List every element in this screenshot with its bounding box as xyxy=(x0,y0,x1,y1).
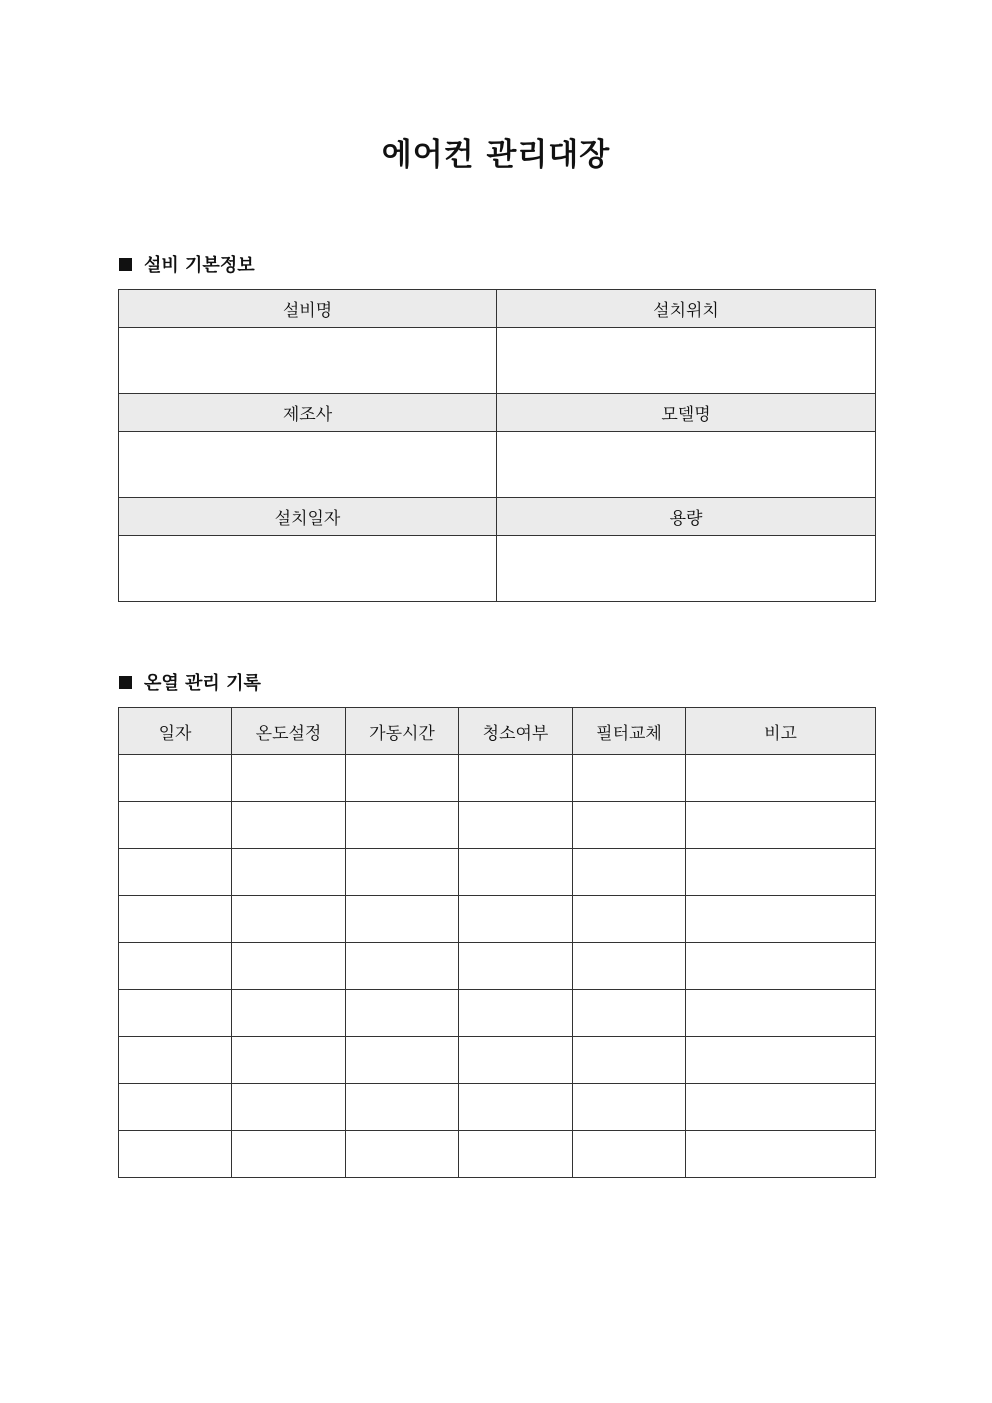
info-header-row xyxy=(119,498,876,536)
column-header-cleaning-status: 청소여부 xyxy=(459,708,573,755)
cell-cleaning-status[interactable] xyxy=(459,755,573,802)
label-model-name: 모델명 xyxy=(497,394,876,432)
table-row xyxy=(119,755,876,802)
cell-operating-time[interactable] xyxy=(346,849,459,896)
table-row xyxy=(119,802,876,849)
cell-operating-time[interactable] xyxy=(346,1084,459,1131)
cell-filter-replacement[interactable] xyxy=(573,802,686,849)
table-row xyxy=(119,943,876,990)
square-bullet-icon xyxy=(119,258,132,271)
square-bullet-icon xyxy=(119,676,132,689)
cell-cleaning-status[interactable] xyxy=(459,943,573,990)
equipment-info-table xyxy=(118,289,876,602)
label-install-date: 설치일자 xyxy=(119,498,497,536)
table-row xyxy=(119,1084,876,1131)
cell-filter-replacement[interactable] xyxy=(573,896,686,943)
cell-filter-replacement[interactable] xyxy=(573,849,686,896)
cell-operating-time[interactable] xyxy=(346,896,459,943)
cell-operating-time[interactable] xyxy=(346,755,459,802)
cell-remarks[interactable] xyxy=(686,896,876,943)
cell-cleaning-status[interactable] xyxy=(459,849,573,896)
cell-remarks[interactable] xyxy=(686,1037,876,1084)
cell-remarks[interactable] xyxy=(686,1131,876,1178)
log-header-row xyxy=(119,708,876,755)
cell-temperature-setting[interactable] xyxy=(232,896,346,943)
cell-date[interactable] xyxy=(119,1084,232,1131)
cell-operating-time[interactable] xyxy=(346,802,459,849)
info-value-row xyxy=(119,536,876,602)
cell-filter-replacement[interactable] xyxy=(573,755,686,802)
info-value-row xyxy=(119,432,876,498)
column-header-remarks: 비고 xyxy=(686,708,876,755)
info-header-row xyxy=(119,290,876,328)
info-header-row xyxy=(119,394,876,432)
log-section-heading xyxy=(119,669,261,695)
info-section-heading-text: 설비 기본정보 xyxy=(144,255,255,276)
label-manufacturer: 제조사 xyxy=(119,394,497,432)
maintenance-log-table xyxy=(118,707,876,1178)
cell-temperature-setting[interactable] xyxy=(232,1037,346,1084)
cell-operating-time[interactable] xyxy=(346,990,459,1037)
cell-date[interactable] xyxy=(119,802,232,849)
cell-date[interactable] xyxy=(119,849,232,896)
cell-date[interactable] xyxy=(119,990,232,1037)
label-install-location: 설치위치 xyxy=(497,290,876,328)
field-capacity[interactable] xyxy=(497,536,876,602)
field-install-location[interactable] xyxy=(497,328,876,394)
cell-temperature-setting[interactable] xyxy=(232,802,346,849)
cell-cleaning-status[interactable] xyxy=(459,802,573,849)
info-value-row xyxy=(119,328,876,394)
log-section-heading-text: 온열 관리 기록 xyxy=(144,673,261,694)
cell-remarks[interactable] xyxy=(686,943,876,990)
info-section-heading xyxy=(119,251,255,277)
column-header-date: 일자 xyxy=(119,708,232,755)
cell-operating-time[interactable] xyxy=(346,1131,459,1178)
cell-operating-time[interactable] xyxy=(346,943,459,990)
cell-remarks[interactable] xyxy=(686,990,876,1037)
field-manufacturer[interactable] xyxy=(119,432,497,498)
cell-temperature-setting[interactable] xyxy=(232,1131,346,1178)
table-row xyxy=(119,1131,876,1178)
table-row xyxy=(119,1037,876,1084)
column-header-operating-time: 가동시간 xyxy=(346,708,459,755)
cell-remarks[interactable] xyxy=(686,755,876,802)
log-table-body xyxy=(119,755,876,1178)
page-title: 에어컨 관리대장 xyxy=(381,137,611,173)
cell-cleaning-status[interactable] xyxy=(459,896,573,943)
field-model-name[interactable] xyxy=(497,432,876,498)
field-equipment-name[interactable] xyxy=(119,328,497,394)
cell-filter-replacement[interactable] xyxy=(573,1084,686,1131)
cell-temperature-setting[interactable] xyxy=(232,1084,346,1131)
cell-date[interactable] xyxy=(119,1131,232,1178)
cell-cleaning-status[interactable] xyxy=(459,1037,573,1084)
cell-temperature-setting[interactable] xyxy=(232,755,346,802)
cell-filter-replacement[interactable] xyxy=(573,990,686,1037)
cell-date[interactable] xyxy=(119,896,232,943)
column-header-temperature-setting: 온도설정 xyxy=(232,708,346,755)
cell-date[interactable] xyxy=(119,1037,232,1084)
cell-remarks[interactable] xyxy=(686,1084,876,1131)
cell-filter-replacement[interactable] xyxy=(573,1131,686,1178)
cell-remarks[interactable] xyxy=(686,802,876,849)
cell-temperature-setting[interactable] xyxy=(232,990,346,1037)
cell-cleaning-status[interactable] xyxy=(459,1084,573,1131)
table-row xyxy=(119,849,876,896)
label-capacity: 용량 xyxy=(497,498,876,536)
cell-temperature-setting[interactable] xyxy=(232,849,346,896)
field-install-date[interactable] xyxy=(119,536,497,602)
cell-remarks[interactable] xyxy=(686,849,876,896)
cell-cleaning-status[interactable] xyxy=(459,1131,573,1178)
label-equipment-name: 설비명 xyxy=(119,290,497,328)
cell-date[interactable] xyxy=(119,755,232,802)
cell-date[interactable] xyxy=(119,943,232,990)
cell-operating-time[interactable] xyxy=(346,1037,459,1084)
column-header-filter-replacement: 필터교체 xyxy=(573,708,686,755)
cell-cleaning-status[interactable] xyxy=(459,990,573,1037)
table-row xyxy=(119,990,876,1037)
cell-filter-replacement[interactable] xyxy=(573,1037,686,1084)
cell-temperature-setting[interactable] xyxy=(232,943,346,990)
table-row xyxy=(119,896,876,943)
cell-filter-replacement[interactable] xyxy=(573,943,686,990)
